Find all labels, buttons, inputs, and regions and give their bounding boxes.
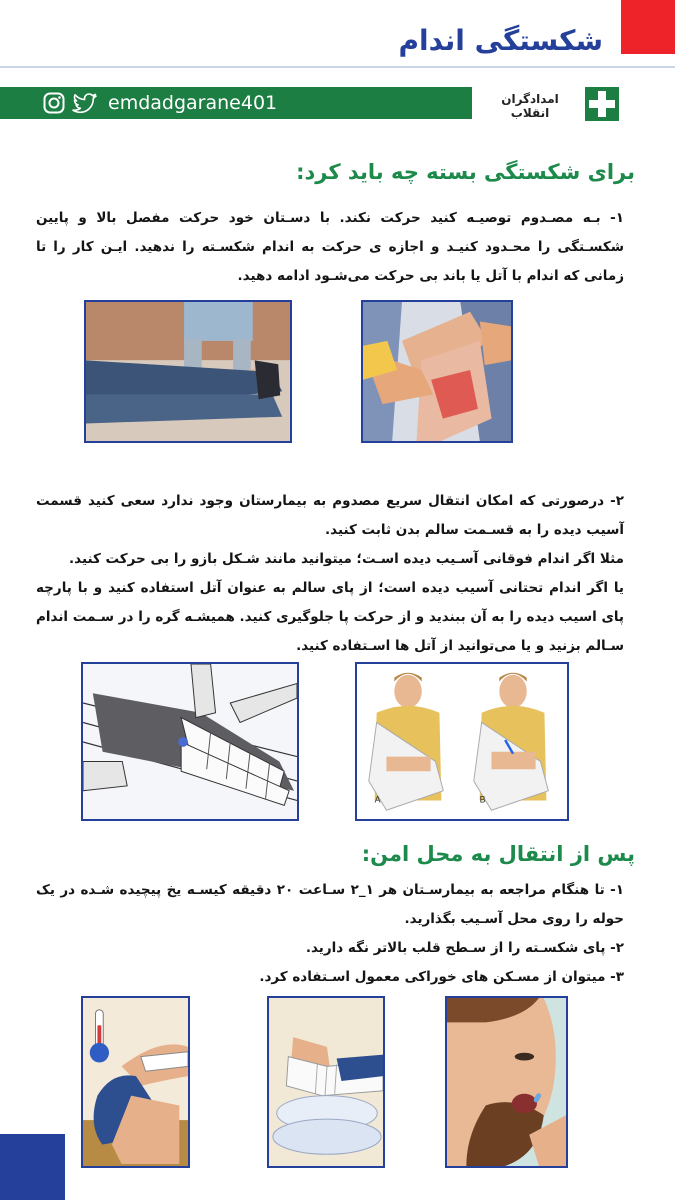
twitter-icon bbox=[72, 91, 98, 115]
after-transfer-list bbox=[36, 876, 624, 992]
instagram-icon bbox=[42, 91, 66, 115]
after-transfer-item-2: ۲- پای شکسـته را از سـطح قلب بالاتر نگه دارید. bbox=[305, 940, 624, 956]
corner-red-block bbox=[621, 0, 675, 54]
section-heading-after-transfer: پس از انتقال به محل امن: bbox=[361, 842, 635, 866]
image-ice-pack-ankle bbox=[81, 996, 190, 1168]
step-2-line-2: مثلا اگر اندام فوقانی آسـیب دیده اسـت؛ میتوانید مانند شـکل بازو را بی حرکت کنید. bbox=[69, 551, 624, 567]
image-leg-splint bbox=[81, 662, 299, 821]
image-arm-sling bbox=[355, 662, 569, 821]
page-title: شکستگی اندام bbox=[398, 24, 603, 57]
section-heading-closed-fracture: برای شکستگی بسته چه باید کرد: bbox=[296, 160, 635, 184]
title-divider bbox=[0, 66, 675, 68]
corner-blue-block bbox=[0, 1134, 65, 1200]
sling-label-b: B bbox=[479, 794, 486, 805]
image-elevated-leg bbox=[267, 996, 385, 1168]
image-hands-holding-leg bbox=[361, 300, 513, 443]
step-1-paragraph: ۱- بـه مصـدوم توصیـه کنید حرکت نکند. با دسـتان خود حرکت مفصل بالا و پایین شکسـتگی را محـدود کنیـد و اجازه ی حرکت به اندام شکسـته را ندهید. ایـن کار را تا زمانی که اندام با آتل یا باند بی حرکت می‌شـود ادامه دهید. bbox=[36, 210, 624, 284]
after-transfer-item-1: ۱- تا هنگام مراجعه به بیمارسـتان هر ۱_۲ سـاعت ۲۰ دقیقه کیسـه یخ پیچیده شـده در یک حوله را روی محل آسـیب بگذارید. bbox=[36, 882, 625, 927]
organization-name: امدادگران انقلاب bbox=[501, 92, 559, 120]
step-1-text bbox=[36, 204, 624, 291]
step-2-line-1: ۲- درصورتی که امکان انتقال سریع مصدوم به بیمارستان وجود ندارد سعی کنید قسمت آسیب دیده را به قسـمت سالم بدن ثابت کنید. bbox=[36, 493, 624, 538]
step-2-text bbox=[36, 487, 624, 661]
social-handle: emdadgarane401 bbox=[108, 92, 278, 114]
step-2-line-3: یا اگر اندام تحتانی آسیب دیده است؛ از پای سالم به عنوان آتل استفاده کنید و با پارچه پای اسیب دیده را به آن ببندید و از حرکت پا جلوگیری کنید. همیشـه گره را در سـمت اندام سـالم بزنید و یا می‌توانید از آتل ها اسـتفاده کنید. bbox=[36, 580, 624, 654]
first-aid-cross-icon bbox=[585, 87, 619, 121]
image-patient-lying bbox=[84, 300, 292, 443]
sling-label-a: A bbox=[374, 794, 381, 805]
image-taking-pill bbox=[445, 996, 568, 1168]
social-links bbox=[42, 89, 277, 117]
after-transfer-item-3: ۳- میتوان از مسـکن های خوراکی معمول اسـتفاده کرد. bbox=[259, 969, 624, 985]
